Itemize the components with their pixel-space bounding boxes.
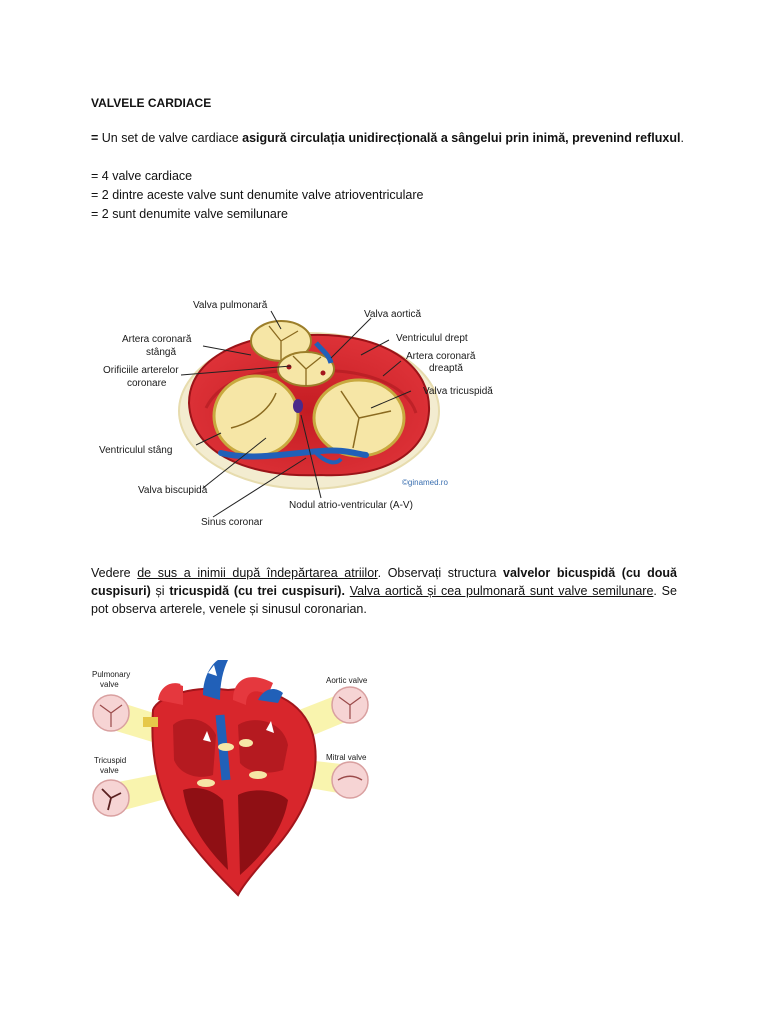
figure-caption: Vedere de sus a inimii după îndepărtarea atriilor. Observați structura valvelor bicuspidă (cu două cuspisuri) și tricuspidă (cu trei cuspisuri). Valva aortică și cea pulmonară sunt valve semilunare. Se pot observa arterele, venele și sinusul coronarian. (91, 566, 678, 616)
document-title: VALVELE CARDIACE (91, 96, 212, 110)
label-pulmonara: Valva pulmonară (193, 300, 268, 311)
inset-mitral (332, 762, 368, 798)
heart-outline (152, 689, 315, 895)
intro-prefix: = (91, 131, 102, 145)
label-nodul: Nodul atrio-ventricular (A-V) (289, 500, 413, 511)
label-aortica: Valva aortică (364, 309, 422, 320)
list-item: = 4 valve cardiace (91, 169, 193, 183)
list-item: = 2 sunt denumite valve semilunare (91, 207, 288, 221)
label-biscupida: Valva biscupidă (138, 485, 208, 496)
list-item: = 2 dintre aceste valve sunt denumite valve atrioventriculare (91, 188, 424, 202)
intro-normal: Un set de valve cardiace (101, 131, 243, 145)
intro-bold: asigură circulația unidirecțională a sângelui prin inimă, prevenind refluxul (242, 131, 681, 145)
caption-underline-1: de sus a inimii după îndepărtarea atriilor (137, 566, 378, 580)
label-orificii-2: coronare (127, 378, 167, 389)
inset-pulmonary (93, 695, 129, 731)
label-ventricul-stang: Ventriculul stâng (99, 445, 173, 456)
label-pulmonary-1: Pulmonary (92, 670, 131, 679)
label-pulmonary-2: valve (100, 680, 119, 689)
label-coronara-stanga-2: stângă (146, 347, 177, 358)
label-aortic: Aortic valve (326, 676, 368, 685)
label-coronara-dreapta-2: dreaptă (429, 363, 463, 374)
av-node (293, 399, 303, 413)
label-watermark: ©ginamed.ro (402, 478, 448, 487)
bicuspid-valve (214, 376, 298, 456)
caption-bold-1: valvelor bicuspidă (cu două cuspisuri) (91, 566, 678, 598)
intro-end: . (680, 131, 684, 145)
label-coronara-stanga-1: Artera coronară (122, 334, 192, 345)
label-orificii-1: Orificiile arterelor (103, 365, 179, 376)
heart-valves-top-view-figure (91, 283, 511, 533)
caption-bold-2: tricuspidă (cu trei cuspisuri). (169, 584, 345, 598)
inset-tricuspid (93, 780, 129, 816)
inset-aortic (332, 687, 368, 723)
label-coronara-dreapta-1: Artera coronară (406, 351, 476, 362)
caption-underline-2: Valva aortică și cea pulmonară sunt valve semilunare (349, 584, 654, 598)
label-tricuspida: Valva tricuspidă (423, 386, 493, 397)
label-ventricul-drept: Ventriculul drept (396, 333, 468, 344)
label-tricuspid-2: valve (100, 766, 119, 775)
label-mitral: Mitral valve (326, 753, 367, 762)
label-sinus: Sinus coronar (201, 517, 263, 528)
label-tricuspid-1: Tricuspid (94, 756, 127, 765)
heart-valves-section-figure (88, 655, 378, 905)
intro-paragraph (91, 129, 684, 147)
